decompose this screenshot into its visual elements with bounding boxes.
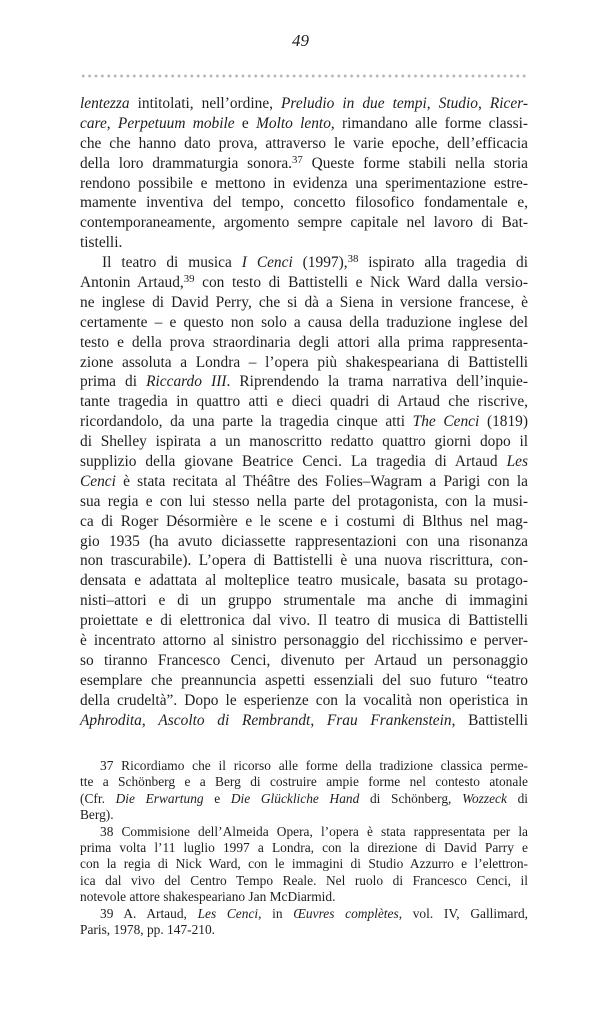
text-line: ricordandolo, da una parte la tragedia cinque atti The Cenci (1819) bbox=[80, 413, 528, 431]
text-line: prima di Riccardo III. Riprendendo la trama narrativa dell’inquie- bbox=[80, 373, 528, 391]
text-line: è incentrato attorno al sinistro personaggio del ricchissimo e perver- bbox=[80, 632, 528, 650]
footnote-line: Paris, 1978, pp. 147-210. bbox=[80, 921, 216, 937]
footnote-line: con la regia di Nick Ward, con le immagini di Studio Azzurro e l’elettron- bbox=[80, 856, 528, 872]
footnote-line: notevole attore shakespeariano Jan McDiarmid. bbox=[80, 889, 336, 905]
footnote-line: prima volta l’11 luglio 1997 a Londra, con la direzione di David Parry e bbox=[80, 839, 528, 855]
text-line: tante tragedia in quattro atti e dieci quadri di Artaud che riscrive, bbox=[80, 393, 528, 411]
text-line: densata e adattata al molteplice teatro musicale, basata su protago- bbox=[80, 572, 528, 590]
text-line: che che hanno dato prova, attraverso le varie epoche, dell’efficacia bbox=[80, 134, 528, 152]
text-line: certamente – e questo non solo a causa della traduzione inglese del bbox=[80, 313, 528, 331]
text-line: mamente inventiva del tempo, concetto filosofico fondamentale e, bbox=[80, 194, 528, 212]
text-line: contemporaneamente, argomento sempre capitale nel lavoro di Bat- bbox=[80, 214, 528, 232]
text-line: lentezza intitolati, nell’ordine, Preludio in due tempi, Studio, Ricer- bbox=[80, 95, 529, 112]
footnote-line: 39 A. Artaud, Les Cenci, in Œuvres complètes, vol. IV, Gallimard, bbox=[100, 905, 528, 921]
text-line: non trascurabile). L’opera di Battistelli è una nuova riscrittura, con- bbox=[80, 552, 528, 570]
page-number: 49 bbox=[292, 31, 309, 50]
footnote-line: ica dal vivo del Centro Tempo Reale. Nel ruolo di Francesco Cenci, il bbox=[80, 872, 528, 888]
text-line: Il teatro di musica I Cenci (1997),$^{38}$ ispirato alla tragedia di bbox=[102, 253, 528, 272]
footnote-ref: 37 bbox=[292, 153, 303, 166]
text-line: testo e della prova straordinaria degli attori alla prima rappresenta- bbox=[80, 333, 528, 351]
text-line: zione assoluta a Londra – l’opera più shakespeariana di Battistelli bbox=[80, 353, 528, 371]
text-line: proiettate e di elettronica dal vivo. Il teatro di musica di Battistelli bbox=[80, 612, 528, 630]
text-line: di Shelley ispirata a un manoscritto redatto quattro giorni dopo il bbox=[80, 433, 528, 451]
footnotes bbox=[80, 758, 528, 938]
footnote-line: Berg). bbox=[80, 807, 114, 823]
footnote-line: tte a Schönberg e a Berg di costruire ampie forme nel contesto atonale bbox=[80, 774, 528, 790]
main-text bbox=[80, 94, 528, 731]
footnote-line: (Cfr. Die Erwartung e Die Glückliche Hand di Schönberg, Wozzeck di bbox=[80, 790, 529, 806]
text-line: supplizio della giovane Beatrice Cenci. La tragedia di Artaud Les bbox=[80, 453, 528, 471]
text-line: sua regia e con lui stesso nella parte del protagonista, con la musi- bbox=[80, 492, 528, 510]
text-line: ca di Roger Désormière e le scene e i costumi di Blthus nel mag- bbox=[80, 512, 528, 530]
text-line: gio 1935 (ha avuto diciassette rappresentazioni con una risonanza bbox=[80, 532, 528, 550]
text-line: so tiranno Francesco Cenci, divenuto per Artaud un personaggio bbox=[80, 651, 528, 669]
text-line: Cenci è stata recitata al Théâtre des Folies–Wagram a Parigi con la bbox=[80, 472, 528, 490]
text-line: rendono possibile e mettono in evidenza una sperimentazione estre- bbox=[80, 174, 528, 192]
text-line: Aphrodita, Ascolto di Rembrandt, Frau Frankenstein, Battistelli bbox=[80, 711, 528, 729]
text-line: tistelli. bbox=[80, 234, 123, 252]
text-line: della crudeltà”. Dopo le esperienze con la vocalità non operistica in bbox=[80, 691, 528, 709]
text-line: Antonin Artaud,$^{39}$ con testo di Battistelli e Nick Ward dalla versio- bbox=[80, 273, 528, 292]
dotted-divider bbox=[80, 74, 528, 78]
footnote-line: 38 Commisione dell’Almeida Opera, l’opera è stata rappresentata per la bbox=[100, 823, 528, 839]
text-line: ne inglese di David Perry, che si dà a Siena in versione francese, è bbox=[80, 293, 528, 311]
text-line: della loro drammaturgia sonora.$^{37}$ Queste forme stabili nella storia bbox=[80, 153, 528, 172]
text-line: nisti–attori e di un gruppo strumentale ma anche di immagini bbox=[80, 592, 528, 610]
text-line: care, Perpetuum mobile e Molto lento, rimandano alle forme classi- bbox=[80, 114, 528, 132]
text-line: esemplare che preannuncia aspetti essenziali del suo futuro “teatro bbox=[80, 671, 528, 689]
footnote-ref: 39 bbox=[183, 273, 195, 286]
footnote-line: 37 Ricordiamo che il ricorso alle forme della tradizione classica perme- bbox=[100, 758, 528, 773]
footnote-ref: 38 bbox=[347, 253, 359, 266]
